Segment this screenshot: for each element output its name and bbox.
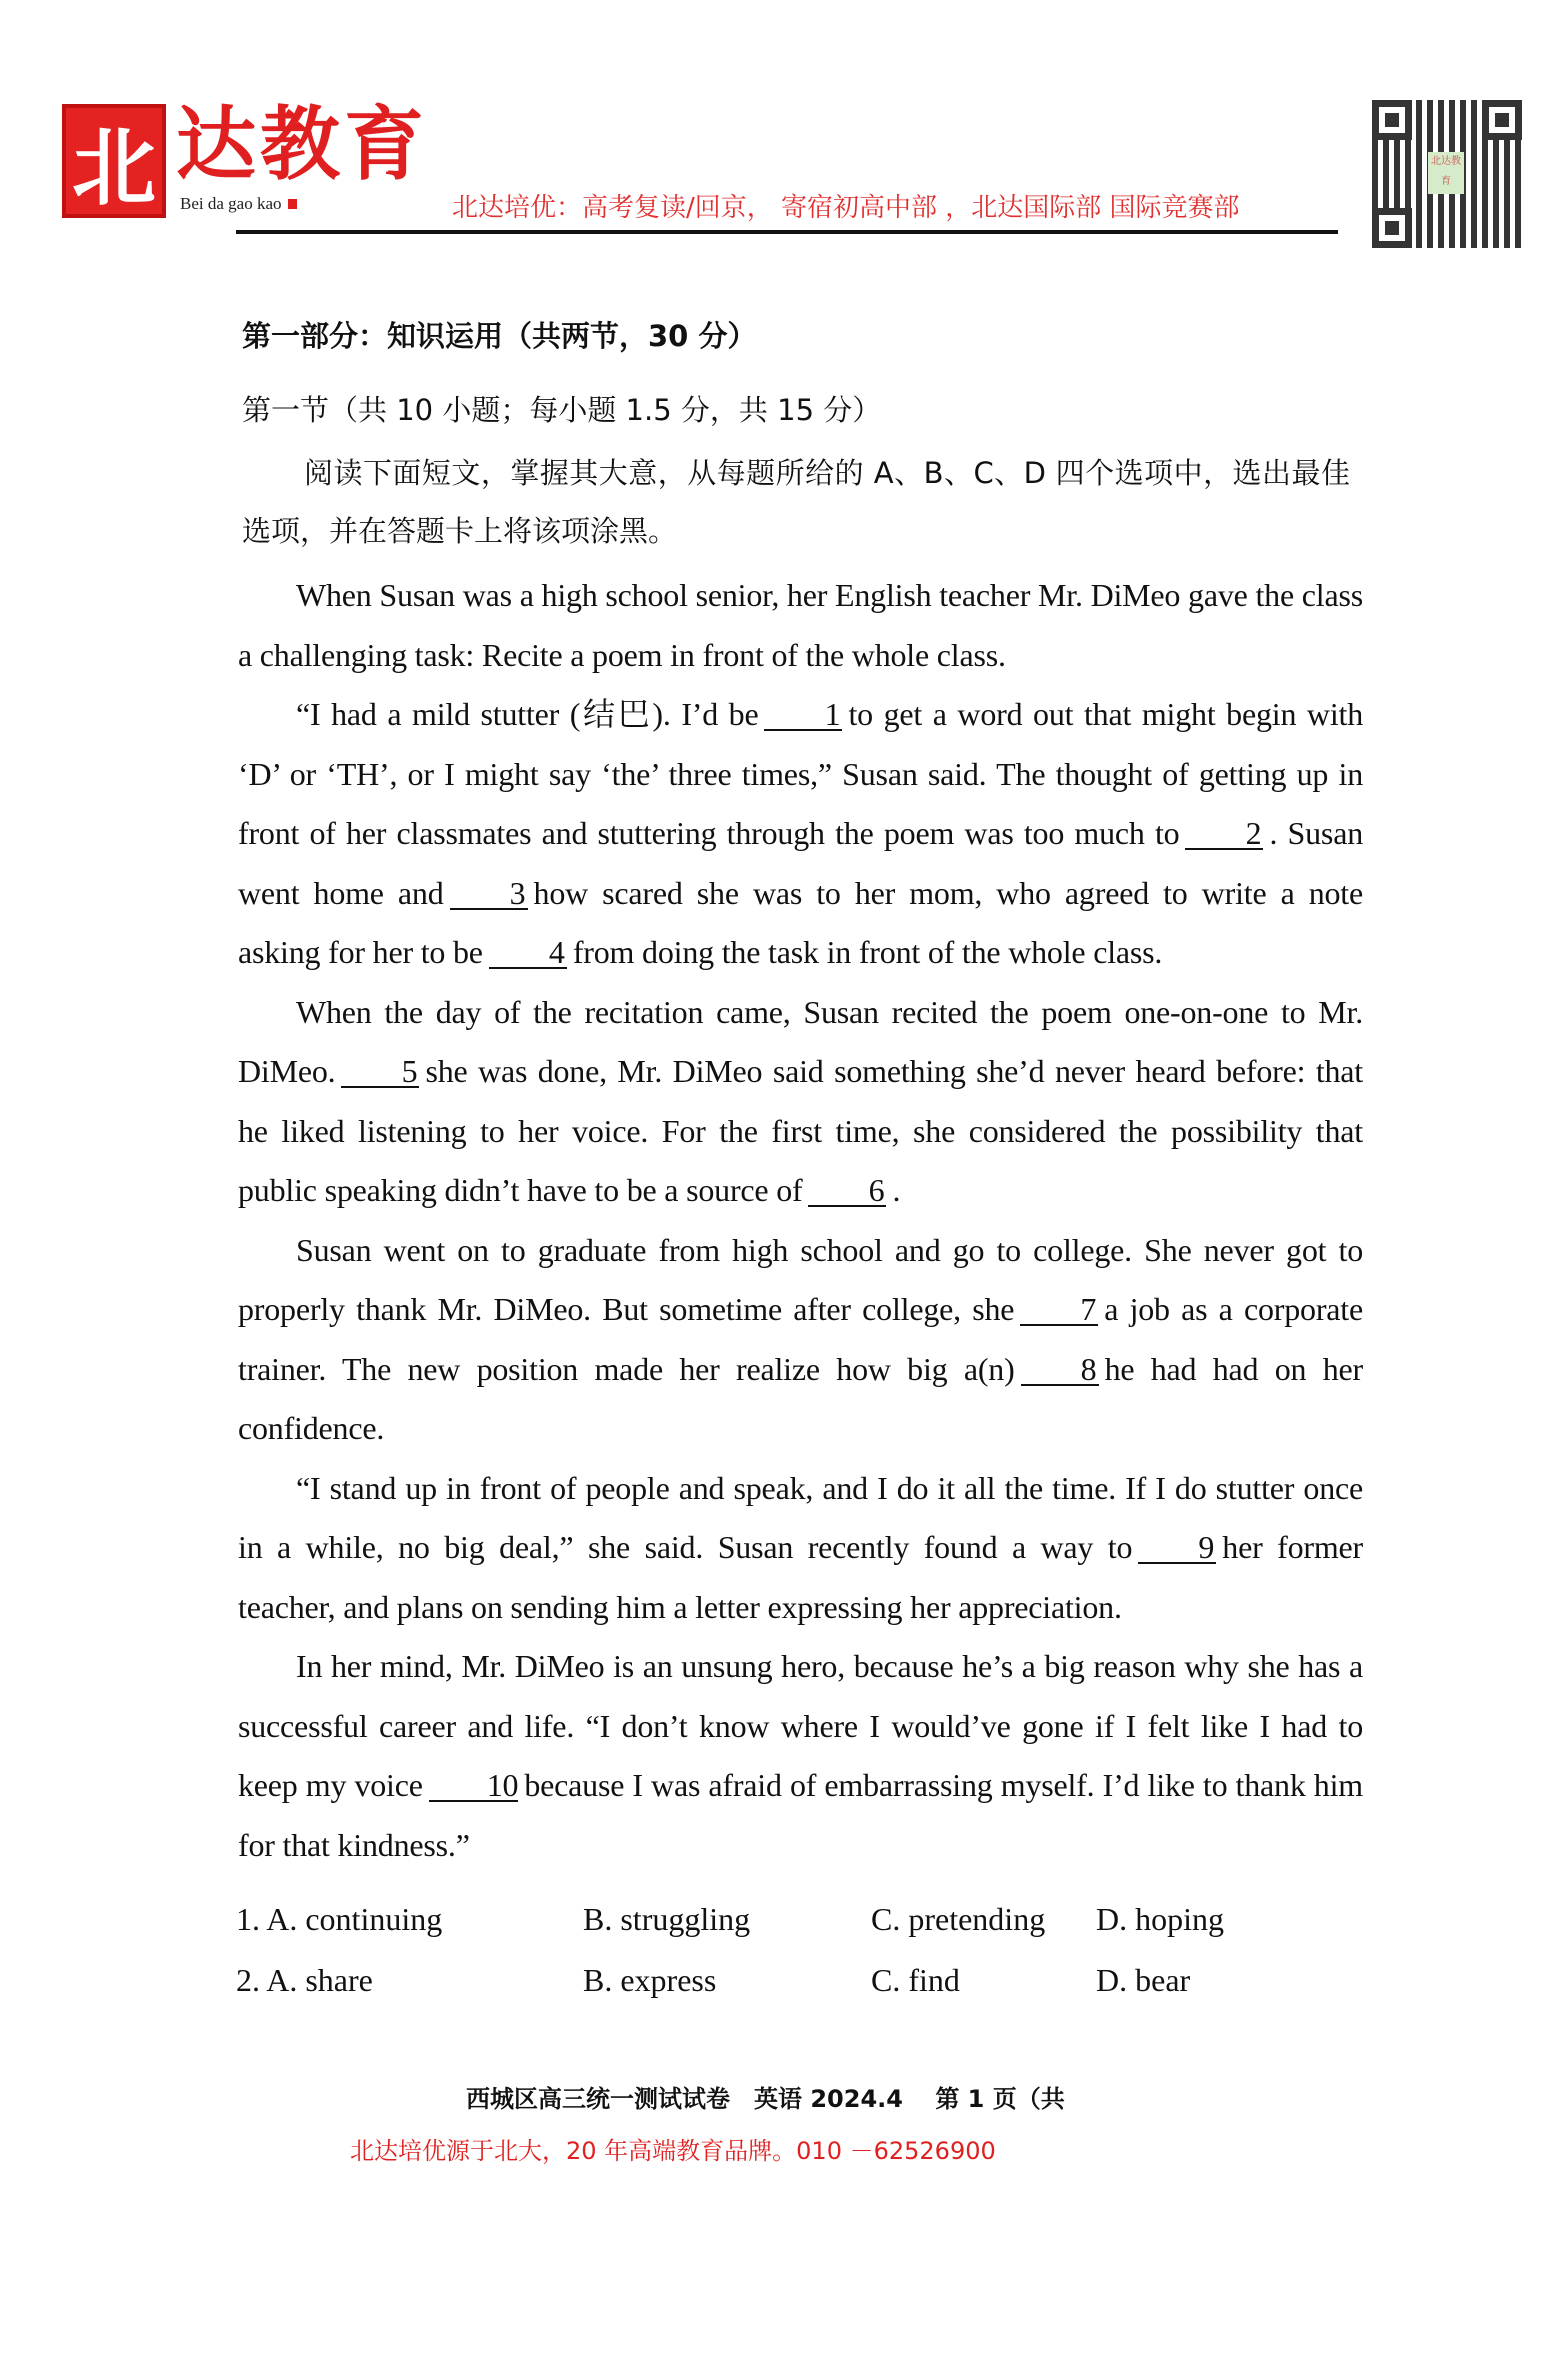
content-flow bbox=[0, 566, 1559, 2167]
passage-text: she was done, Mr. DiMeo said something she’d never heard before: that he liked listening to her voice. For the first time, she considered the possibility that public speaking didn’t have to be a source of bbox=[238, 1053, 1363, 1208]
answer-blank: 1 bbox=[764, 699, 842, 731]
passage-text: because I was afraid of embarrassing myself. I’d like to thank him for that kindness.” bbox=[238, 1767, 1363, 1863]
part-title: 第一部分：知识运用（共两节，30 分） bbox=[242, 319, 757, 353]
paragraph bbox=[238, 685, 1363, 983]
paragraph bbox=[238, 1459, 1363, 1638]
paragraph bbox=[238, 1221, 1363, 1459]
paragraph bbox=[238, 566, 1363, 685]
exam-footer: 西城区高三统一测试试卷 英语 2024.4 第 1 页（共 bbox=[466, 2085, 1065, 2113]
answer-blank: 6 bbox=[808, 1175, 886, 1207]
passage-text: When Susan was a high school senior, her English teacher Mr. DiMeo gave the class a challenging task: Recite a poem in front of the whole class. bbox=[238, 577, 1363, 673]
qr-code-icon bbox=[1372, 100, 1522, 248]
paragraph bbox=[238, 983, 1363, 1221]
option-a: 2. A. share bbox=[236, 1962, 373, 1998]
qr-center-label: 北达教育 bbox=[1428, 152, 1464, 194]
square-icon bbox=[288, 199, 297, 209]
answer-blank: 8 bbox=[1021, 1354, 1099, 1386]
answer-blank: 2 bbox=[1185, 818, 1263, 850]
logo-mark: 北 bbox=[62, 104, 166, 218]
passage-text: “I stand up in front of people and speak, and I do it all the time. If I do stutter once in a while, no big deal,” she said. Susan recently found a way to bbox=[238, 1469, 1363, 1565]
passage-text: to get a word out that might begin with ‘D’ or ‘TH’, or I might say ‘the’ three times,” Susan said. The thought of getting up in front of her classmates and stuttering through the poem was too much to bbox=[238, 696, 1363, 851]
section-title: 第一节（共 10 小题；每小题 1.5 分，共 15 分） bbox=[242, 393, 882, 427]
passage-text: In her mind, Mr. DiMeo is an unsung hero, because he’s a big reason why she has a successful career and life. “I don’t know where I would’ve gone if I felt like I had to keep my voice bbox=[238, 1648, 1363, 1803]
passage-text: from doing the task in front of the whole class. bbox=[572, 934, 1163, 970]
instructions: 阅读下面短文，掌握其大意，从每题所给的 A、B、C、D 四个选项中，选出最佳选项，并在答题卡上将该项涂黑。 bbox=[242, 456, 1350, 548]
passage-text: “I had a mild stutter (结巴). I’d be bbox=[296, 696, 759, 732]
passage-text: he had had on her confidence. bbox=[238, 1350, 1363, 1446]
answer-blank: 3 bbox=[450, 878, 528, 910]
passage bbox=[238, 566, 1363, 1875]
passage-text: . bbox=[892, 1172, 901, 1208]
answer-blank: 10 bbox=[429, 1770, 519, 1802]
logo-subtitle-text: Bei da gao kao bbox=[180, 194, 282, 213]
option-d: D. bear bbox=[1096, 1962, 1191, 1998]
option-c: C. pretending bbox=[871, 1901, 1046, 1937]
passage-text: her former teacher, and plans on sending him a letter expressing her appreciation. bbox=[238, 1529, 1363, 1625]
option-d: D. hoping bbox=[1096, 1901, 1224, 1937]
options bbox=[0, 1899, 1559, 2023]
logo-subtitle bbox=[180, 194, 297, 214]
answer-blank: 9 bbox=[1138, 1532, 1216, 1564]
passage-text: a job as a corporate trainer. The new position made her realize how big a(n) bbox=[238, 1291, 1363, 1387]
option-b: B. struggling bbox=[583, 1901, 751, 1937]
header-slogan: 北达培优：高考复读/回京， 寄宿初高中部 ，北达国际部 国际竞赛部 bbox=[452, 193, 1240, 223]
passage-text: how scared she was to her mom, who agreed to write a note asking for her to be bbox=[238, 874, 1363, 970]
ad-footer: 北达培优源于北大，20 年高端教育品牌。010 －62526900 bbox=[350, 2137, 996, 2165]
logo-text: 达教育 bbox=[176, 97, 428, 191]
answer-blank: 4 bbox=[489, 937, 567, 969]
header-divider bbox=[236, 230, 1338, 234]
passage-text: . Susan went home and bbox=[238, 815, 1363, 911]
answer-blank: 7 bbox=[1020, 1294, 1098, 1326]
answer-blank: 5 bbox=[341, 1056, 419, 1088]
passage-text: Susan went on to graduate from high school and go to college. She never got to properly thank Mr. DiMeo. But sometime after college, she bbox=[238, 1231, 1363, 1327]
passage-text: When the day of the recitation came, Susan recited the poem one-on-one to Mr. DiMeo. bbox=[238, 993, 1363, 1089]
option-c: C. find bbox=[871, 1962, 960, 1998]
option-a: 1. A. continuing bbox=[236, 1901, 443, 1937]
paragraph bbox=[238, 1637, 1363, 1875]
option-b: B. express bbox=[583, 1962, 717, 1998]
